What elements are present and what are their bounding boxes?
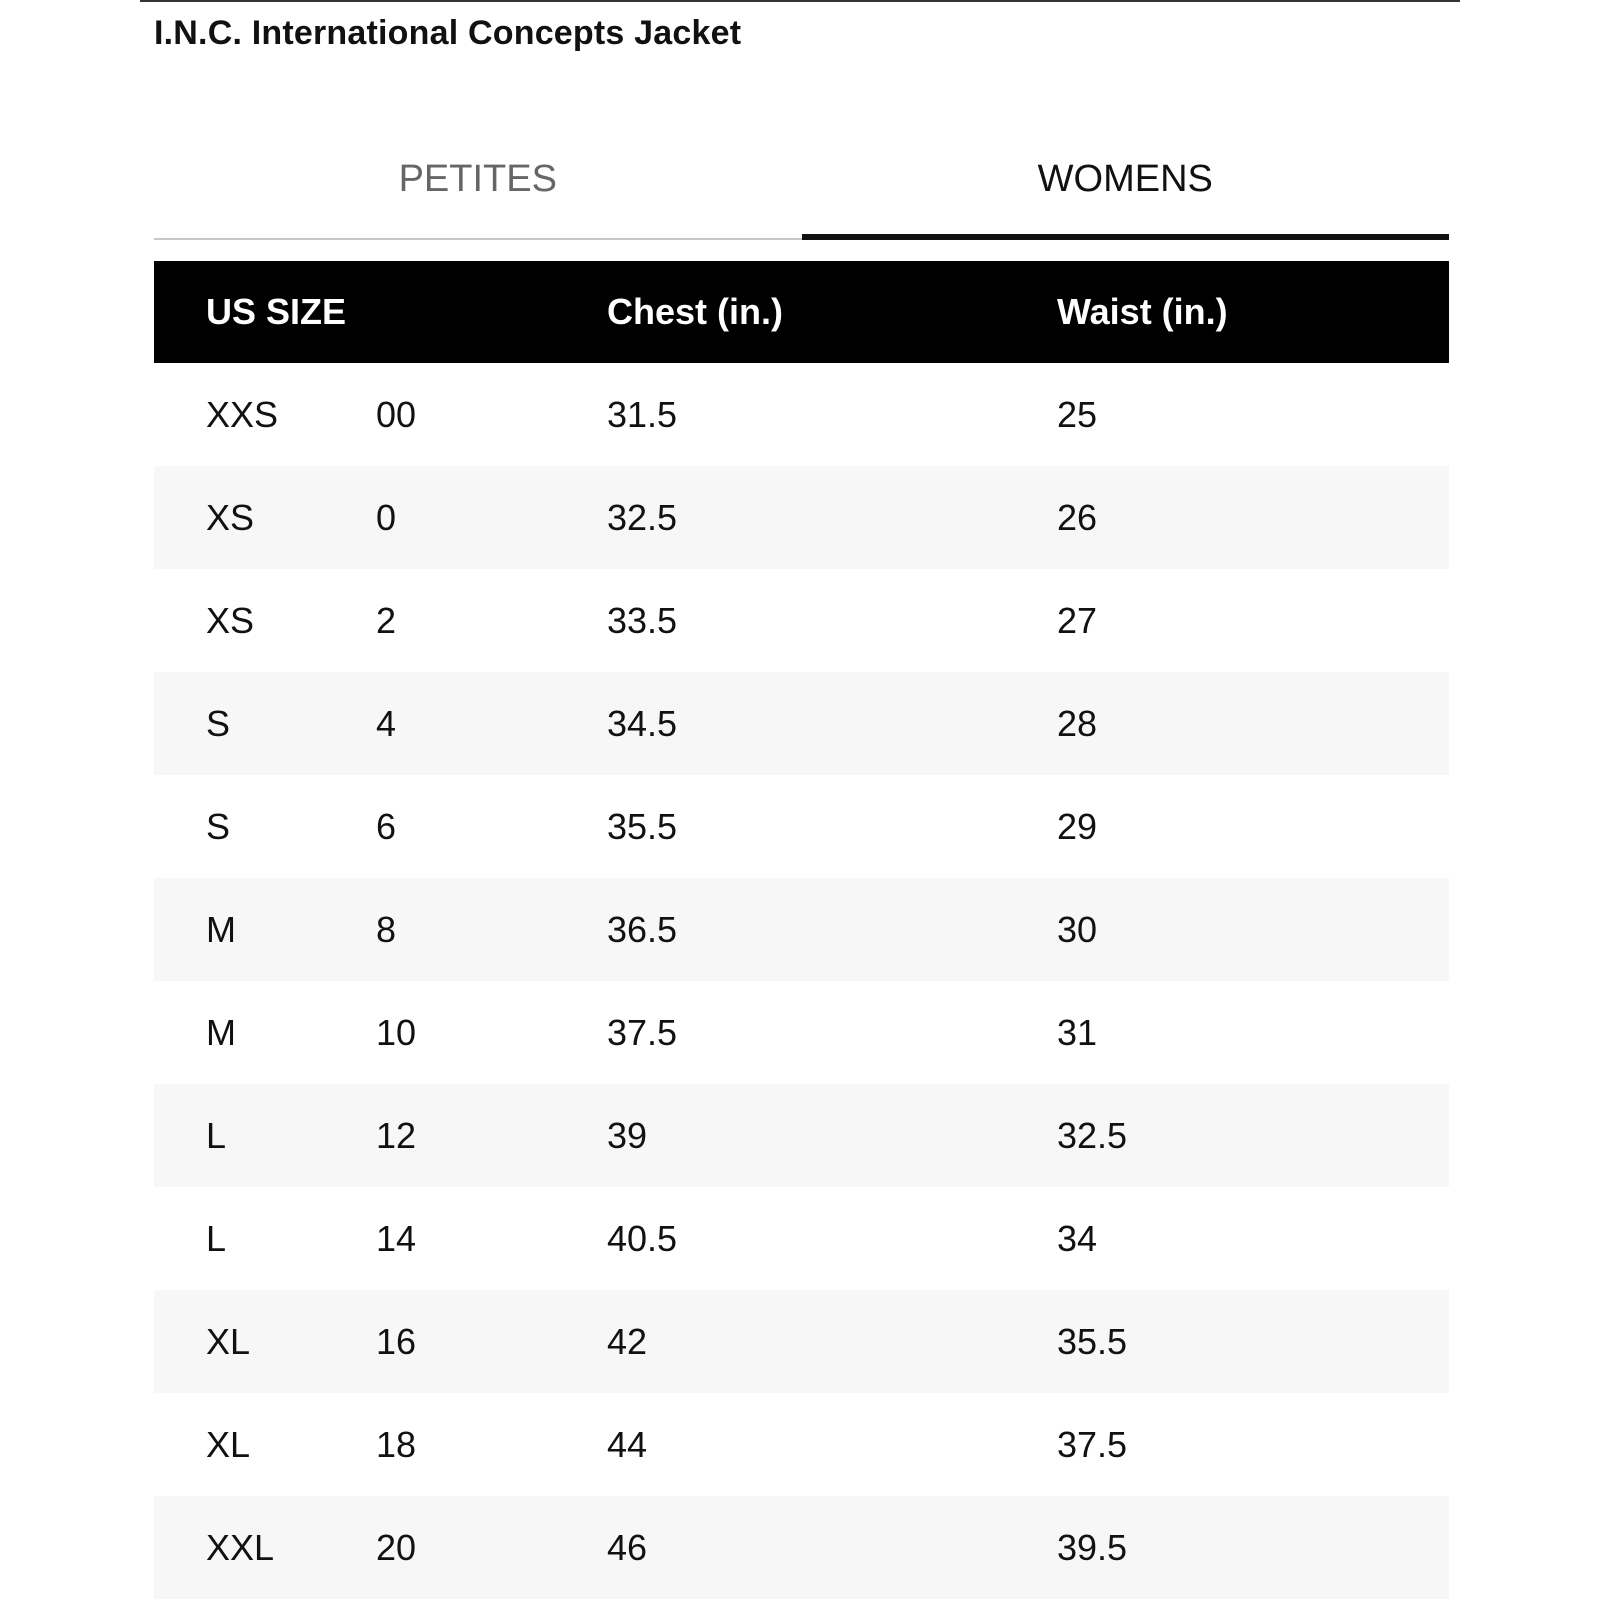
size-number-cell: 8 bbox=[376, 909, 397, 950]
waist-cell: 30 bbox=[1057, 909, 1098, 950]
table-row bbox=[154, 363, 1449, 466]
chest-cell: 33.5 bbox=[607, 600, 678, 641]
table-row bbox=[154, 672, 1449, 775]
size-number-cell: 0 bbox=[376, 497, 397, 538]
size-number-cell: 10 bbox=[376, 1012, 417, 1053]
waist-cell: 31 bbox=[1057, 1012, 1098, 1053]
size-category-tabs bbox=[154, 130, 1449, 240]
size-letter-cell: XS bbox=[206, 497, 255, 538]
waist-cell: 25 bbox=[1057, 394, 1098, 435]
table-header bbox=[154, 261, 1449, 363]
size-chart-table bbox=[154, 261, 1449, 1599]
size-number-cell: 20 bbox=[376, 1527, 417, 1568]
product-title: I.N.C. International Concepts Jacket bbox=[154, 14, 742, 52]
size-letter-cell: XXL bbox=[206, 1527, 275, 1568]
waist-cell: 34 bbox=[1057, 1218, 1098, 1259]
waist-cell: 27 bbox=[1057, 600, 1098, 641]
size-letter-cell: XXS bbox=[206, 394, 279, 435]
waist-cell: 28 bbox=[1057, 703, 1098, 744]
waist-cell: 32.5 bbox=[1057, 1115, 1128, 1156]
size-number-cell: 16 bbox=[376, 1321, 417, 1362]
table-row bbox=[154, 775, 1449, 878]
chest-cell: 46 bbox=[607, 1527, 648, 1568]
size-letter-cell: XS bbox=[206, 600, 255, 641]
top-divider bbox=[140, 0, 1460, 2]
header-chest: Chest (in.) bbox=[607, 291, 783, 332]
chest-cell: 39 bbox=[607, 1115, 648, 1156]
size-letter-cell: L bbox=[206, 1218, 227, 1259]
size-letter-cell: XL bbox=[206, 1424, 251, 1465]
table-row bbox=[154, 466, 1449, 569]
chest-cell: 40.5 bbox=[607, 1218, 678, 1259]
chest-cell: 44 bbox=[607, 1424, 648, 1465]
size-number-cell: 12 bbox=[376, 1115, 417, 1156]
header-us-size: US SIZE bbox=[206, 291, 347, 332]
table-row bbox=[154, 878, 1449, 981]
waist-cell: 35.5 bbox=[1057, 1321, 1128, 1362]
waist-cell: 29 bbox=[1057, 806, 1098, 847]
size-letter-cell: L bbox=[206, 1115, 227, 1156]
size-number-cell: 4 bbox=[376, 703, 397, 744]
chest-cell: 31.5 bbox=[607, 394, 678, 435]
size-letter-cell: M bbox=[206, 909, 236, 950]
chest-cell: 37.5 bbox=[607, 1012, 678, 1053]
table-row bbox=[154, 1187, 1449, 1290]
waist-cell: 26 bbox=[1057, 497, 1098, 538]
table-row bbox=[154, 1496, 1449, 1599]
size-number-cell: 2 bbox=[376, 600, 397, 641]
chest-cell: 32.5 bbox=[607, 497, 678, 538]
size-letter-cell: XL bbox=[206, 1321, 251, 1362]
waist-cell: 37.5 bbox=[1057, 1424, 1128, 1465]
chest-cell: 42 bbox=[607, 1321, 648, 1362]
chest-cell: 34.5 bbox=[607, 703, 678, 744]
waist-cell: 39.5 bbox=[1057, 1527, 1128, 1568]
size-letter-cell: S bbox=[206, 806, 231, 847]
header-waist: Waist (in.) bbox=[1057, 291, 1228, 332]
table-row bbox=[154, 1290, 1449, 1393]
size-number-cell: 14 bbox=[376, 1218, 417, 1259]
size-letter-cell: S bbox=[206, 703, 231, 744]
size-number-cell: 6 bbox=[376, 806, 397, 847]
table-row bbox=[154, 1393, 1449, 1496]
table-row bbox=[154, 569, 1449, 672]
table-row bbox=[154, 1084, 1449, 1187]
table-row bbox=[154, 981, 1449, 1084]
chest-cell: 35.5 bbox=[607, 806, 678, 847]
size-number-cell: 00 bbox=[376, 394, 417, 435]
size-letter-cell: M bbox=[206, 1012, 236, 1053]
chest-cell: 36.5 bbox=[607, 909, 678, 950]
tab-womens[interactable]: WOMENS bbox=[802, 130, 1450, 240]
size-number-cell: 18 bbox=[376, 1424, 417, 1465]
tab-petites[interactable]: PETITES bbox=[154, 130, 802, 240]
